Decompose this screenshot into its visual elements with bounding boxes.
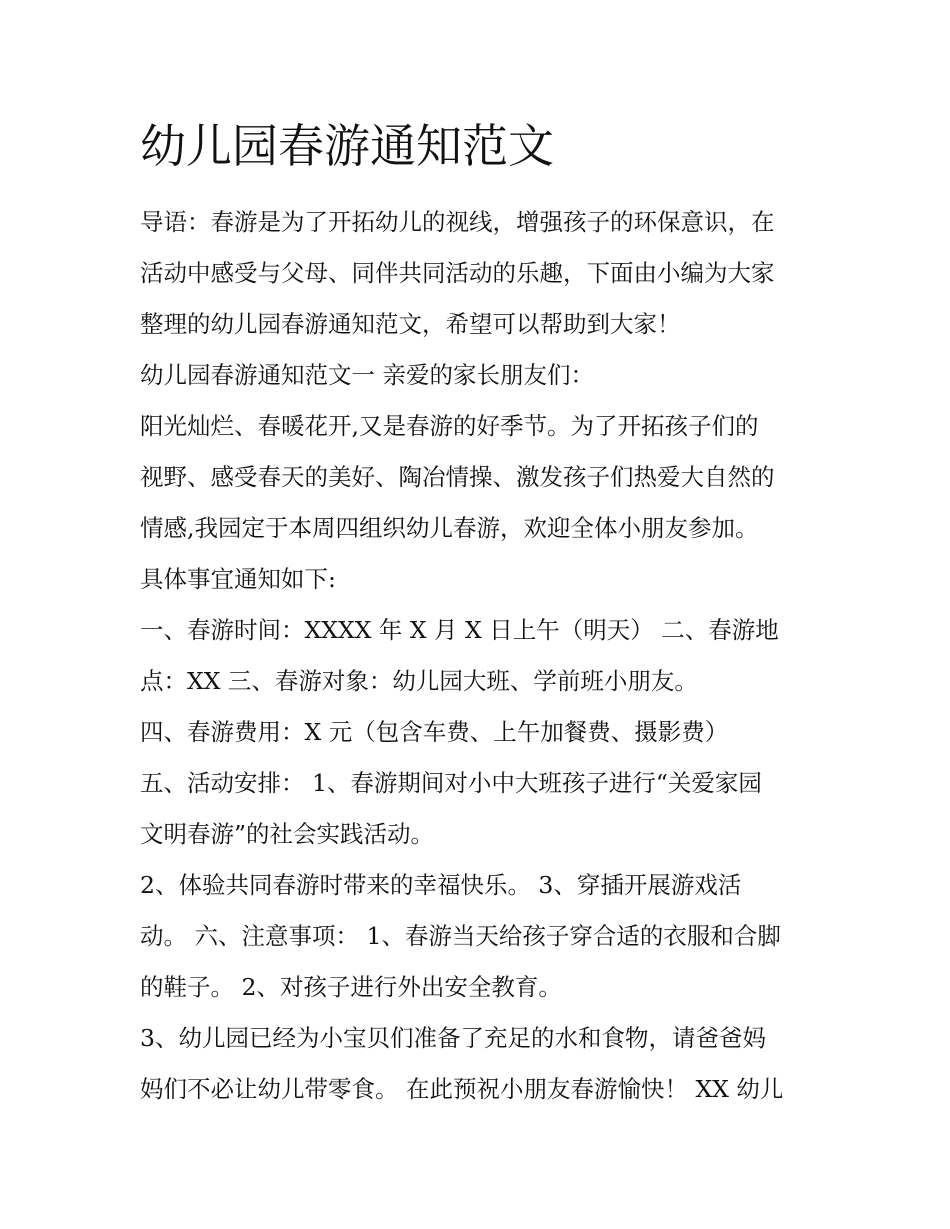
paragraph-line: 具体事宜通知如下: xyxy=(140,565,336,593)
paragraph-line: 视野、感受春天的美好、陶冶情操、激发孩子们热爱大自然的 xyxy=(140,463,775,491)
paragraph-line: 文明春游”的社会实践活动。 xyxy=(140,820,435,848)
paragraph-line: 2、体验共同春游时带来的幸福快乐。 3、穿插开展游戏活 xyxy=(140,871,742,899)
paragraph-line: 幼儿园春游通知范文一 亲爱的家长朋友们： xyxy=(140,361,594,389)
paragraph-line: 情感,我园定于本周四组织幼儿春游，欢迎全体小朋友参加。 xyxy=(140,514,759,542)
paragraph-line: 整理的幼儿园春游通知范文，希望可以帮助到大家！ xyxy=(140,310,681,338)
paragraph-line: 活动中感受与父母、同伴共同活动的乐趣，下面由小编为大家 xyxy=(140,259,775,287)
paragraph-line: 动。 六、注意事项： 1、春游当天给孩子穿合适的衣服和合脚 xyxy=(140,922,781,950)
paragraph-line: 妈们不必让幼儿带零食。 在此预祝小朋友春游愉快！ XX 幼儿 xyxy=(140,1075,784,1103)
paragraph-line: 阳光灿烂、春暖花开,又是春游的好季节。为了开拓孩子们的 xyxy=(140,412,759,440)
paragraph-line: 导语：春游是为了开拓幼儿的视线，增强孩子的环保意识，在 xyxy=(140,208,775,236)
paragraph-line: 一、春游时间：XXXX 年 X 月 X 日上午（明天） 二、春游地 xyxy=(140,616,779,644)
paragraph-line: 四、春游费用：X 元（包含车费、上午加餐费、摄影费） xyxy=(140,718,729,746)
paragraph-line: 五、活动安排： 1、春游期间对小中大班孩子进行“关爱家园 xyxy=(140,769,762,797)
document-title: 幼儿园春游通知范文 xyxy=(140,119,554,173)
paragraph-line: 点：XX 三、春游对象：幼儿园大班、学前班小朋友。 xyxy=(140,667,698,695)
paragraph-line: 的鞋子。 2、对孩子进行外出安全教育。 xyxy=(140,973,562,1001)
paragraph-line: 3、幼儿园已经为小宝贝们准备了充足的水和食物，请爸爸妈 xyxy=(140,1024,766,1052)
